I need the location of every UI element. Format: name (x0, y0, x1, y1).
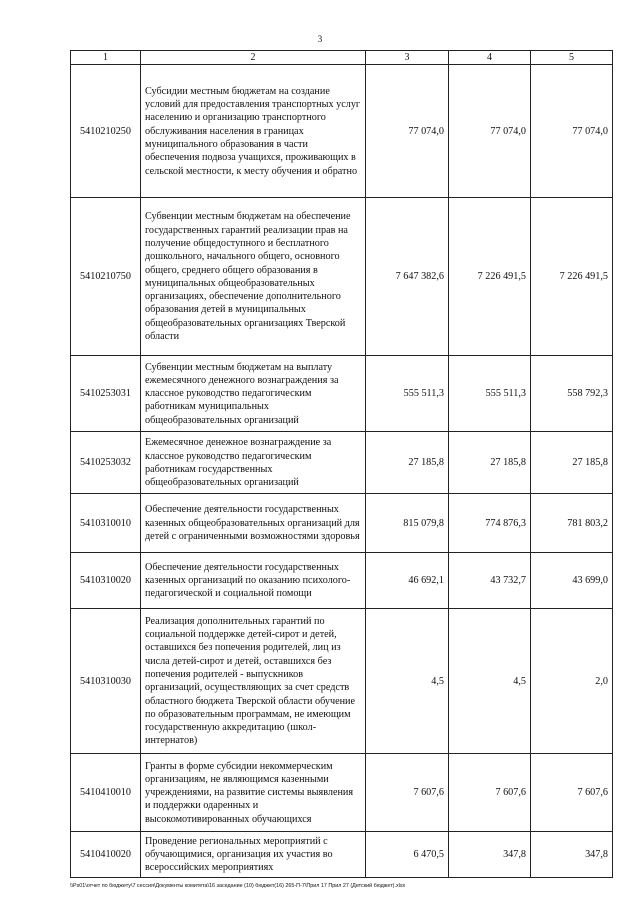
row-value-col5: 43 699,0 (531, 553, 613, 609)
row-value-col5: 347,8 (531, 832, 613, 878)
column-header: 4 (449, 51, 531, 65)
row-description: Ежемесячное денежное вознаграждение за классное руководство педагогическим работникам государственных общеобразовательных организаций (141, 432, 366, 494)
table-row (71, 832, 613, 878)
table-row (71, 198, 613, 356)
row-value-col4: 43 732,7 (449, 553, 531, 609)
row-code: 5410210250 (71, 65, 141, 198)
row-code: 5410410020 (71, 832, 141, 878)
table-row (71, 432, 613, 494)
row-code: 5410253031 (71, 356, 141, 432)
row-value-col3: 555 511,3 (366, 356, 449, 432)
column-header: 3 (366, 51, 449, 65)
row-value-col5: 7 607,6 (531, 754, 613, 832)
table-row (71, 754, 613, 832)
row-value-col3: 7 607,6 (366, 754, 449, 832)
row-value-col3: 7 647 382,6 (366, 198, 449, 356)
row-description: Субвенции местным бюджетам на обеспечение государственных гарантий реализации прав на получение общедоступного и бесплатного дошкольного, начального общего, основного общего, среднего общего образования в муниципальных общеобразовательных организациях, обеспечение дополнительного образования детей в муниципальных общеобразовательных организациях Тверской области (141, 198, 366, 356)
table-row (71, 553, 613, 609)
row-description: Субвенции местным бюджетам на выплату ежемесячного денежного вознаграждения за классное руководство педагогическим работникам муниципальных общеобразовательных организаций (141, 356, 366, 432)
row-code: 5410253032 (71, 432, 141, 494)
row-value-col4: 7 607,6 (449, 754, 531, 832)
row-value-col4: 774 876,3 (449, 494, 531, 553)
row-value-col5: 558 792,3 (531, 356, 613, 432)
table-header-row (71, 51, 613, 65)
column-header: 5 (531, 51, 613, 65)
row-code: 5410310030 (71, 609, 141, 754)
row-description: Реализация дополнительных гарантий по социальной поддержке детей-сирот и детей, оставшихся без попечения родителей, лиц из числа детей-сирот и детей, оставшихся без попечения родителей - выпускников организаций, осуществляющих за счет средств областного бюджета Тверской области обучение по образовательным программам, не имеющим государственную аккредитацию (школ-интернатов) (141, 609, 366, 754)
table-row (71, 65, 613, 198)
row-value-col4: 77 074,0 (449, 65, 531, 198)
row-description: Проведение региональных мероприятий с обучающимися, организация их участия во всероссийских мероприятиях (141, 832, 366, 878)
row-description: Обеспечение деятельности государственных казенных общеобразовательных организаций для детей с ограниченными возможностями здоровья (141, 494, 366, 553)
row-code: 5410410010 (71, 754, 141, 832)
table-row (71, 494, 613, 553)
row-value-col3: 46 692,1 (366, 553, 449, 609)
column-header: 1 (71, 51, 141, 65)
row-value-col4: 555 511,3 (449, 356, 531, 432)
row-value-col5: 781 803,2 (531, 494, 613, 553)
row-value-col3: 77 074,0 (366, 65, 449, 198)
row-value-col4: 4,5 (449, 609, 531, 754)
row-value-col5: 2,0 (531, 609, 613, 754)
page-number: 3 (317, 34, 323, 44)
budget-table (70, 50, 613, 878)
row-value-col4: 7 226 491,5 (449, 198, 531, 356)
row-code: 5410210750 (71, 198, 141, 356)
row-value-col3: 6 470,5 (366, 832, 449, 878)
row-value-col5: 7 226 491,5 (531, 198, 613, 356)
row-code: 5410310020 (71, 553, 141, 609)
row-value-col3: 4,5 (366, 609, 449, 754)
row-description: Обеспечение деятельности государственных казенных организаций по оказанию психолого-педагогической и социальной помощи (141, 553, 366, 609)
row-description: Субсидии местным бюджетам на создание условий для предоставления транспортных услуг населению и организацию транспортного обслуживания населения в границах муниципального образования в части обеспечения подвоза учащихся, проживающих в сельской местности, к месту обучения и обратно (141, 65, 366, 198)
table-row (71, 609, 613, 754)
file-path-footer: \\Ps01\отчет по бюджету\7 сессия\Документы комитета\16 заседание (10) бюджет(16) 265-П-7\Прил 17 Прил 27 (Детский бюджет).xlsx (70, 883, 406, 889)
row-value-col5: 27 185,8 (531, 432, 613, 494)
row-value-col4: 347,8 (449, 832, 531, 878)
table-row (71, 356, 613, 432)
column-header: 2 (141, 51, 366, 65)
row-value-col4: 27 185,8 (449, 432, 531, 494)
row-value-col3: 815 079,8 (366, 494, 449, 553)
row-value-col5: 77 074,0 (531, 65, 613, 198)
row-value-col3: 27 185,8 (366, 432, 449, 494)
row-description: Гранты в форме субсидии некоммерческим организациям, не являющимся казенными учреждениями, на развитие системы выявления и поддержки одаренных и высокомотивированных обучающихся (141, 754, 366, 832)
row-code: 5410310010 (71, 494, 141, 553)
